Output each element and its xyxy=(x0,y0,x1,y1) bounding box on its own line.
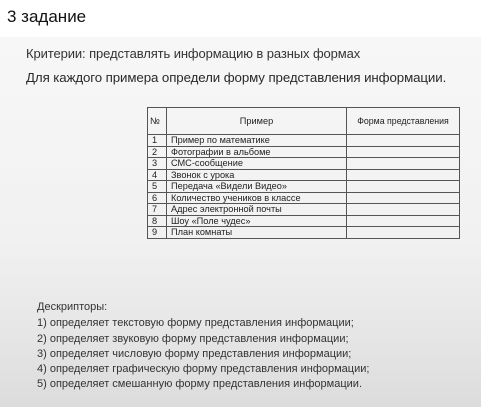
row-example: Шоу «Поле чудес» xyxy=(167,215,347,227)
row-example: Фотографии в альбоме xyxy=(167,146,347,158)
table-row xyxy=(148,158,460,170)
column-header-number: № xyxy=(148,108,167,135)
descriptor-item: 3) определяет числовую форму представления информации; xyxy=(37,347,352,360)
row-example: Звонок с урока xyxy=(167,169,347,181)
table-body xyxy=(148,135,460,239)
row-form-cell xyxy=(347,169,460,181)
row-example: Адрес электронной почты xyxy=(167,204,347,216)
row-example: План комнаты xyxy=(167,227,347,239)
row-number: 3 xyxy=(148,158,167,170)
examples-table xyxy=(147,107,460,239)
descriptor-item: 5) определяет смешанную форму представления информации. xyxy=(37,378,362,391)
row-form-cell xyxy=(347,204,460,216)
row-number: 1 xyxy=(148,135,167,147)
table-row xyxy=(148,135,460,147)
row-number: 4 xyxy=(148,169,167,181)
descriptor-item: 2) определяет звуковую форму представления информации; xyxy=(37,332,349,345)
row-example: Количество учеников в классе xyxy=(167,192,347,204)
column-header-form: Форма представления xyxy=(347,108,460,135)
row-number: 2 xyxy=(148,146,167,158)
row-number: 9 xyxy=(148,227,167,239)
row-form-cell xyxy=(347,215,460,227)
row-number: 6 xyxy=(148,192,167,204)
table-row xyxy=(148,227,460,239)
descriptor-item: 4) определяет графическую форму представления информации; xyxy=(37,363,370,376)
descriptors-title: Дескрипторы: xyxy=(37,301,108,313)
row-form-cell xyxy=(347,135,460,147)
table-header-row xyxy=(148,108,460,135)
instruction-text: Для каждого примера определи форму представления информации. xyxy=(26,70,447,85)
table-row xyxy=(148,192,460,204)
criteria-text: Критерии: представлять информацию в разных формах xyxy=(26,46,361,61)
row-form-cell xyxy=(347,158,460,170)
descriptor-item: 1) определяет текстовую форму представления информации; xyxy=(37,317,354,330)
row-example: Пример по математике xyxy=(167,135,347,147)
row-number: 7 xyxy=(148,204,167,216)
descriptors-block xyxy=(37,300,369,393)
row-form-cell xyxy=(347,146,460,158)
task-title: 3 задание xyxy=(7,7,87,26)
table-row xyxy=(148,215,460,227)
row-form-cell xyxy=(347,192,460,204)
row-form-cell xyxy=(347,227,460,239)
slide-photo xyxy=(0,37,481,407)
row-example: СМС-сообщение xyxy=(167,158,347,170)
row-number: 5 xyxy=(148,181,167,193)
row-number: 8 xyxy=(148,215,167,227)
row-form-cell xyxy=(347,181,460,193)
table-row xyxy=(148,204,460,216)
table-row xyxy=(148,181,460,193)
table-row xyxy=(148,146,460,158)
column-header-example: Пример xyxy=(167,108,347,135)
table-row xyxy=(148,169,460,181)
row-example: Передача «Видели Видео» xyxy=(167,181,347,193)
